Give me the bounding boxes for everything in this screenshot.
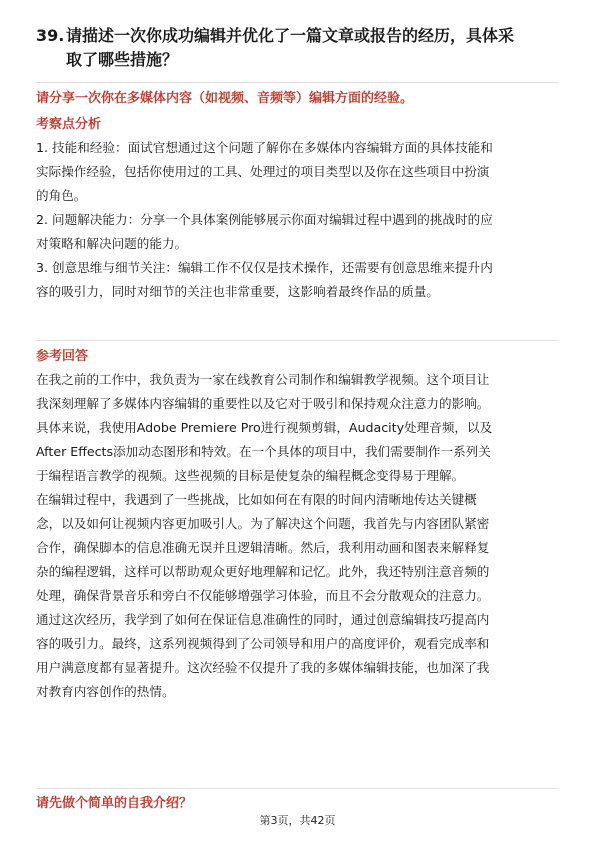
answer-p2-line-3: 合作，确保脚本的信息准确无误并且逻辑清晰。然后，我利用动画和图表来解释复 bbox=[36, 540, 490, 555]
divider bbox=[36, 340, 559, 341]
question-title-line-2: 取了哪些措施？ bbox=[66, 50, 179, 69]
answer-p1-line-1: 在我之前的工作中，我负责为一家在线教育公司制作和编辑教学视频。这个项目让 bbox=[36, 372, 490, 387]
analysis-item-1-line-3: 的角色。 bbox=[36, 188, 87, 203]
analysis-item-3-line-1: 3. 创意思维与细节关注：编辑工作不仅仅是技术操作，还需要有创意思维来提升内 bbox=[36, 260, 493, 275]
question-title-line-1: 请描述一次你成功编辑并优化了一篇文章或报告的经历，具体采 bbox=[66, 26, 515, 45]
answer-p3-line-3: 用户满意度都有显著提升。这次经验不仅提升了我的多媒体编辑技能，也加深了我 bbox=[36, 660, 490, 675]
analysis-item-3-line-2: 容的吸引力，同时对细节的关注也非常重要，这影响着最终作品的质量。 bbox=[36, 284, 439, 299]
answer-p3-line-2: 容的吸引力。最终，这系列视频得到了公司领导和用户的高度评价，观看完成率和 bbox=[36, 636, 490, 651]
answer-p2-line-1: 在编辑过程中，我遇到了一些挑战，比如如何在有限的时间内清晰地传达关键概 bbox=[36, 492, 477, 507]
answer-p1-line-2: 我深刻理解了多媒体内容编辑的重要性以及它对于吸引和保持观众注意力的影响。 bbox=[36, 396, 490, 411]
answer-p1-line-5: 于编程语言教学的视频。这些视频的目标是使复杂的编程概念变得易于理解。 bbox=[36, 468, 465, 483]
answer-p2-line-5: 处理，确保背景音乐和旁白不仅能够增强学习体验，而且不会分散观众的注意力。 bbox=[36, 588, 490, 603]
answer-p3-line-4: 对教育内容创作的热情。 bbox=[36, 684, 175, 699]
answer-paragraph-1 bbox=[36, 368, 561, 488]
question-title bbox=[36, 24, 566, 72]
answer-p2-line-2: 念，以及如何让视频内容更加吸引人。为了解决这个问题，我首先与内容团队紧密 bbox=[36, 516, 490, 531]
answer-p1-line-4: After Effects添加动态图形和特效。在一个具体的项目中，我们需要制作一系列关 bbox=[36, 444, 491, 459]
analysis-item-2-line-2: 对策略和解决问题的能力。 bbox=[36, 236, 188, 251]
analysis-body bbox=[36, 136, 561, 304]
analysis-item-3 bbox=[36, 256, 561, 304]
analysis-item-2-line-1: 2. 问题解决能力：分享一个具体案例能够展示你面对编辑过程中遇到的挑战时的应 bbox=[36, 212, 493, 227]
divider bbox=[36, 788, 559, 789]
answer-p1-line-3: 具体来说，我使用Adobe Premiere Pro进行视频剪辑，Audacity处理音频，以及 bbox=[36, 420, 493, 435]
answer-heading: 参考回答 bbox=[36, 349, 89, 364]
analysis-item-1-line-1: 1. 技能和经验：面试官想通过这个问题了解你在多媒体内容编辑方面的具体技能和 bbox=[36, 140, 493, 155]
analysis-item-1-line-2: 实际操作经验，包括你使用过的工具、处理过的项目类型以及你在这些项目中扮演 bbox=[36, 164, 490, 179]
answer-p2-line-4: 杂的编程逻辑，这样可以帮助观众更好地理解和记忆。此外，我还特别注意音频的 bbox=[36, 564, 490, 579]
question-prompt: 请分享一次你在多媒体内容（如视频、音频等）编辑方面的经验。 bbox=[36, 91, 414, 106]
page-footer: 第3页，共42页 bbox=[259, 814, 336, 827]
divider bbox=[36, 82, 559, 83]
analysis-heading: 考察点分析 bbox=[36, 117, 102, 132]
answer-body bbox=[36, 368, 561, 704]
answer-paragraph-2 bbox=[36, 488, 561, 608]
answer-p3-line-1: 通过这次经历，我学到了如何在保证信息准确性的同时，通过创意编辑技巧提高内 bbox=[36, 612, 490, 627]
question-number: 39. bbox=[36, 26, 65, 45]
analysis-item-2 bbox=[36, 208, 561, 256]
answer-paragraph-3 bbox=[36, 608, 561, 704]
analysis-item-1 bbox=[36, 136, 561, 208]
next-question: 请先做个简单的自我介绍？ bbox=[36, 796, 193, 811]
